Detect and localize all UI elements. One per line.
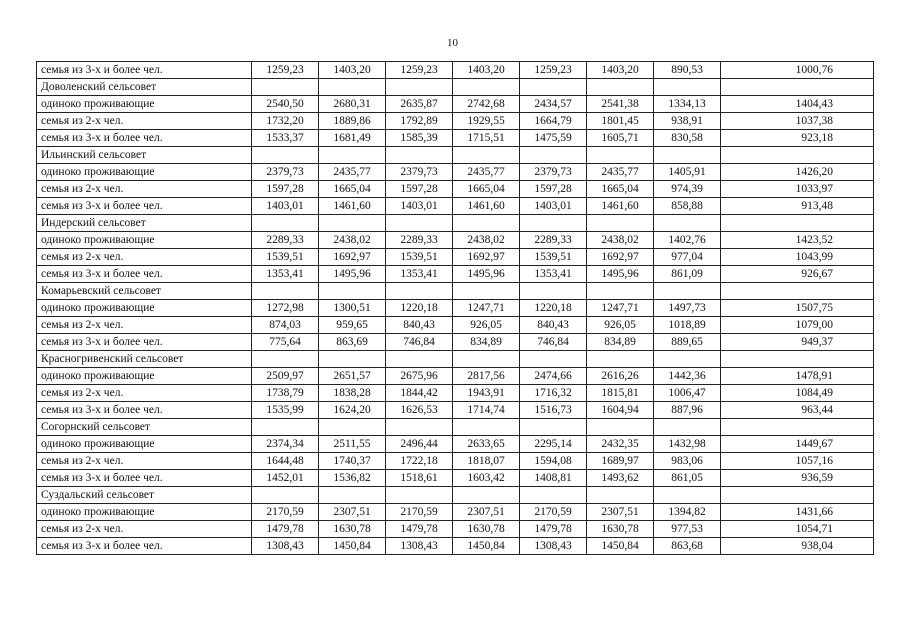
value-cell: 2541,38 bbox=[587, 96, 654, 113]
value-cell: 1353,41 bbox=[520, 266, 587, 283]
value-cell: 2307,51 bbox=[453, 504, 520, 521]
value-cell: 1692,97 bbox=[453, 249, 520, 266]
value-cell: 2474,66 bbox=[520, 368, 587, 385]
table-row bbox=[37, 317, 874, 334]
row-label: одиноко проживающие bbox=[37, 368, 252, 385]
value-cell: 1844,42 bbox=[386, 385, 453, 402]
value-cell: 887,96 bbox=[654, 402, 721, 419]
row-label: семья из 3-х и более чел. bbox=[37, 402, 252, 419]
value-cell bbox=[252, 147, 319, 164]
value-cell: 1450,84 bbox=[453, 538, 520, 555]
value-cell: 1450,84 bbox=[319, 538, 386, 555]
value-cell bbox=[520, 79, 587, 96]
value-cell bbox=[386, 215, 453, 232]
value-cell: 1493,62 bbox=[587, 470, 654, 487]
value-cell: 2379,73 bbox=[520, 164, 587, 181]
value-cell: 2170,59 bbox=[520, 504, 587, 521]
value-cell bbox=[721, 215, 874, 232]
table-row bbox=[37, 164, 874, 181]
value-cell: 1889,86 bbox=[319, 113, 386, 130]
page-number: 10 bbox=[447, 37, 458, 49]
value-cell: 1604,94 bbox=[587, 402, 654, 419]
value-cell: 1801,45 bbox=[587, 113, 654, 130]
value-cell bbox=[319, 79, 386, 96]
value-cell: 1431,66 bbox=[721, 504, 874, 521]
table-row bbox=[37, 198, 874, 215]
row-label: семья из 2-х чел. bbox=[37, 521, 252, 538]
value-cell: 1259,23 bbox=[386, 62, 453, 79]
table-row bbox=[37, 232, 874, 249]
value-cell: 840,43 bbox=[386, 317, 453, 334]
table-row bbox=[37, 62, 874, 79]
row-label: одиноко проживающие bbox=[37, 232, 252, 249]
section-title: Индерский сельсовет bbox=[37, 215, 252, 232]
table-row bbox=[37, 334, 874, 351]
value-cell: 926,67 bbox=[721, 266, 874, 283]
value-cell: 913,48 bbox=[721, 198, 874, 215]
value-cell: 959,65 bbox=[319, 317, 386, 334]
value-cell bbox=[520, 147, 587, 164]
value-cell bbox=[587, 79, 654, 96]
value-cell: 889,65 bbox=[654, 334, 721, 351]
value-cell: 1054,71 bbox=[721, 521, 874, 538]
section-title: Согорнский сельсовет bbox=[37, 419, 252, 436]
value-cell bbox=[520, 487, 587, 504]
table-row bbox=[37, 521, 874, 538]
table-body bbox=[37, 62, 874, 555]
value-cell bbox=[520, 215, 587, 232]
section-title: Доволенский сельсовет bbox=[37, 79, 252, 96]
value-cell: 775,64 bbox=[252, 334, 319, 351]
value-cell bbox=[654, 215, 721, 232]
value-cell: 1479,78 bbox=[386, 521, 453, 538]
tariff-table bbox=[36, 61, 874, 555]
value-cell: 1450,84 bbox=[587, 538, 654, 555]
value-cell: 2170,59 bbox=[252, 504, 319, 521]
value-cell: 2817,56 bbox=[453, 368, 520, 385]
value-cell: 2374,34 bbox=[252, 436, 319, 453]
value-cell bbox=[386, 147, 453, 164]
value-cell: 1597,28 bbox=[520, 181, 587, 198]
value-cell: 1308,43 bbox=[386, 538, 453, 555]
section-title: Ильинский сельсовет bbox=[37, 147, 252, 164]
row-label: семья из 3-х и более чел. bbox=[37, 130, 252, 147]
section-title: Комарьевский сельсовет bbox=[37, 283, 252, 300]
value-cell: 2438,02 bbox=[587, 232, 654, 249]
value-cell: 1715,51 bbox=[453, 130, 520, 147]
row-label: семья из 3-х и более чел. bbox=[37, 334, 252, 351]
value-cell bbox=[654, 419, 721, 436]
value-cell: 1630,78 bbox=[453, 521, 520, 538]
value-cell: 861,05 bbox=[654, 470, 721, 487]
value-cell: 834,89 bbox=[587, 334, 654, 351]
value-cell: 1630,78 bbox=[319, 521, 386, 538]
value-cell: 949,37 bbox=[721, 334, 874, 351]
value-cell: 2379,73 bbox=[252, 164, 319, 181]
value-cell: 1018,89 bbox=[654, 317, 721, 334]
row-label: семья из 3-х и более чел. bbox=[37, 470, 252, 487]
row-label: одиноко проживающие bbox=[37, 96, 252, 113]
value-cell: 2616,26 bbox=[587, 368, 654, 385]
value-cell bbox=[319, 487, 386, 504]
value-cell bbox=[721, 419, 874, 436]
value-cell: 1402,76 bbox=[654, 232, 721, 249]
value-cell: 890,53 bbox=[654, 62, 721, 79]
value-cell: 1585,39 bbox=[386, 130, 453, 147]
value-cell bbox=[386, 487, 453, 504]
value-cell: 1497,73 bbox=[654, 300, 721, 317]
value-cell: 746,84 bbox=[520, 334, 587, 351]
value-cell: 1403,20 bbox=[453, 62, 520, 79]
value-cell: 746,84 bbox=[386, 334, 453, 351]
value-cell: 1442,36 bbox=[654, 368, 721, 385]
value-cell bbox=[453, 79, 520, 96]
value-cell: 1539,51 bbox=[520, 249, 587, 266]
value-cell: 1452,01 bbox=[252, 470, 319, 487]
value-cell bbox=[453, 215, 520, 232]
value-cell: 1539,51 bbox=[252, 249, 319, 266]
value-cell: 1714,74 bbox=[453, 402, 520, 419]
value-cell: 1732,20 bbox=[252, 113, 319, 130]
value-cell bbox=[721, 283, 874, 300]
value-cell: 858,88 bbox=[654, 198, 721, 215]
value-cell: 1057,16 bbox=[721, 453, 874, 470]
value-cell: 1518,61 bbox=[386, 470, 453, 487]
table-row bbox=[37, 436, 874, 453]
value-cell: 1815,81 bbox=[587, 385, 654, 402]
section-title: Суздальский сельсовет bbox=[37, 487, 252, 504]
value-cell: 1626,53 bbox=[386, 402, 453, 419]
table-row bbox=[37, 504, 874, 521]
value-cell bbox=[587, 147, 654, 164]
value-cell: 1353,41 bbox=[386, 266, 453, 283]
value-cell: 1084,49 bbox=[721, 385, 874, 402]
value-cell: 2742,68 bbox=[453, 96, 520, 113]
value-cell: 983,06 bbox=[654, 453, 721, 470]
value-cell: 1644,48 bbox=[252, 453, 319, 470]
row-label: семья из 2-х чел. bbox=[37, 385, 252, 402]
value-cell bbox=[587, 487, 654, 504]
value-cell: 1630,78 bbox=[587, 521, 654, 538]
value-cell: 834,89 bbox=[453, 334, 520, 351]
value-cell: 2289,33 bbox=[252, 232, 319, 249]
value-cell: 2434,57 bbox=[520, 96, 587, 113]
value-cell bbox=[654, 283, 721, 300]
section-header-row bbox=[37, 147, 874, 164]
value-cell: 1689,97 bbox=[587, 453, 654, 470]
value-cell bbox=[520, 283, 587, 300]
value-cell: 1692,97 bbox=[587, 249, 654, 266]
value-cell: 936,59 bbox=[721, 470, 874, 487]
table-row bbox=[37, 300, 874, 317]
value-cell: 1461,60 bbox=[453, 198, 520, 215]
value-cell: 1740,37 bbox=[319, 453, 386, 470]
value-cell: 863,68 bbox=[654, 538, 721, 555]
value-cell: 1403,01 bbox=[520, 198, 587, 215]
value-cell: 2438,02 bbox=[453, 232, 520, 249]
value-cell bbox=[252, 283, 319, 300]
value-cell bbox=[587, 419, 654, 436]
value-cell: 2496,44 bbox=[386, 436, 453, 453]
value-cell bbox=[453, 487, 520, 504]
value-cell: 1665,04 bbox=[587, 181, 654, 198]
value-cell bbox=[654, 79, 721, 96]
value-cell bbox=[319, 351, 386, 368]
value-cell: 1929,55 bbox=[453, 113, 520, 130]
value-cell: 2295,14 bbox=[520, 436, 587, 453]
value-cell: 1943,91 bbox=[453, 385, 520, 402]
value-cell bbox=[520, 419, 587, 436]
value-cell: 1716,32 bbox=[520, 385, 587, 402]
section-header-row bbox=[37, 215, 874, 232]
table-row bbox=[37, 385, 874, 402]
value-cell bbox=[453, 147, 520, 164]
value-cell: 1247,71 bbox=[453, 300, 520, 317]
value-cell bbox=[654, 147, 721, 164]
value-cell: 1535,99 bbox=[252, 402, 319, 419]
value-cell: 1665,04 bbox=[453, 181, 520, 198]
value-cell bbox=[587, 215, 654, 232]
value-cell bbox=[587, 351, 654, 368]
table-row bbox=[37, 130, 874, 147]
value-cell: 1665,04 bbox=[319, 181, 386, 198]
value-cell bbox=[252, 351, 319, 368]
value-cell: 1403,01 bbox=[252, 198, 319, 215]
section-header-row bbox=[37, 79, 874, 96]
value-cell: 1838,28 bbox=[319, 385, 386, 402]
value-cell: 1692,97 bbox=[319, 249, 386, 266]
value-cell: 2435,77 bbox=[453, 164, 520, 181]
table-row bbox=[37, 266, 874, 283]
table-row bbox=[37, 453, 874, 470]
section-header-row bbox=[37, 283, 874, 300]
value-cell: 974,39 bbox=[654, 181, 721, 198]
value-cell: 938,91 bbox=[654, 113, 721, 130]
value-cell: 874,03 bbox=[252, 317, 319, 334]
value-cell: 830,58 bbox=[654, 130, 721, 147]
value-cell: 1404,43 bbox=[721, 96, 874, 113]
value-cell bbox=[252, 215, 319, 232]
value-cell: 2435,77 bbox=[587, 164, 654, 181]
row-label: семья из 2-х чел. bbox=[37, 249, 252, 266]
value-cell: 1495,96 bbox=[319, 266, 386, 283]
value-cell: 2289,33 bbox=[520, 232, 587, 249]
table-row bbox=[37, 368, 874, 385]
value-cell bbox=[252, 419, 319, 436]
value-cell: 1603,42 bbox=[453, 470, 520, 487]
value-cell: 1597,28 bbox=[386, 181, 453, 198]
value-cell: 2635,87 bbox=[386, 96, 453, 113]
value-cell: 977,04 bbox=[654, 249, 721, 266]
value-cell: 2307,51 bbox=[587, 504, 654, 521]
value-cell: 1033,97 bbox=[721, 181, 874, 198]
value-cell bbox=[587, 283, 654, 300]
table-row bbox=[37, 249, 874, 266]
value-cell: 1272,98 bbox=[252, 300, 319, 317]
row-label: семья из 3-х и более чел. bbox=[37, 198, 252, 215]
value-cell bbox=[319, 283, 386, 300]
value-cell: 1403,01 bbox=[386, 198, 453, 215]
value-cell bbox=[453, 351, 520, 368]
value-cell: 1334,13 bbox=[654, 96, 721, 113]
value-cell: 977,53 bbox=[654, 521, 721, 538]
value-cell: 1006,47 bbox=[654, 385, 721, 402]
value-cell bbox=[386, 351, 453, 368]
value-cell: 861,09 bbox=[654, 266, 721, 283]
value-cell: 2289,33 bbox=[386, 232, 453, 249]
value-cell: 863,69 bbox=[319, 334, 386, 351]
row-label: семья из 2-х чел. bbox=[37, 113, 252, 130]
value-cell: 2307,51 bbox=[319, 504, 386, 521]
row-label: семья из 2-х чел. bbox=[37, 317, 252, 334]
value-cell bbox=[252, 487, 319, 504]
value-cell: 1403,20 bbox=[587, 62, 654, 79]
value-cell bbox=[319, 215, 386, 232]
value-cell bbox=[252, 79, 319, 96]
value-cell: 1536,82 bbox=[319, 470, 386, 487]
value-cell: 1792,89 bbox=[386, 113, 453, 130]
value-cell bbox=[721, 147, 874, 164]
value-cell: 1516,73 bbox=[520, 402, 587, 419]
value-cell: 1624,20 bbox=[319, 402, 386, 419]
value-cell: 1478,91 bbox=[721, 368, 874, 385]
table-row bbox=[37, 113, 874, 130]
value-cell: 1394,82 bbox=[654, 504, 721, 521]
value-cell: 1247,71 bbox=[587, 300, 654, 317]
value-cell: 1432,98 bbox=[654, 436, 721, 453]
value-cell: 1475,59 bbox=[520, 130, 587, 147]
table-row bbox=[37, 470, 874, 487]
value-cell: 1461,60 bbox=[319, 198, 386, 215]
value-cell bbox=[520, 351, 587, 368]
value-cell: 1423,52 bbox=[721, 232, 874, 249]
section-header-row bbox=[37, 419, 874, 436]
table-row bbox=[37, 96, 874, 113]
value-cell: 1681,49 bbox=[319, 130, 386, 147]
value-cell: 1533,37 bbox=[252, 130, 319, 147]
value-cell: 1539,51 bbox=[386, 249, 453, 266]
value-cell: 1495,96 bbox=[453, 266, 520, 283]
value-cell: 1043,99 bbox=[721, 249, 874, 266]
section-header-row bbox=[37, 351, 874, 368]
value-cell bbox=[721, 487, 874, 504]
value-cell bbox=[386, 419, 453, 436]
table-row bbox=[37, 181, 874, 198]
value-cell: 2170,59 bbox=[386, 504, 453, 521]
value-cell bbox=[654, 487, 721, 504]
value-cell: 1308,43 bbox=[520, 538, 587, 555]
row-label: семья из 2-х чел. bbox=[37, 453, 252, 470]
value-cell: 1079,00 bbox=[721, 317, 874, 334]
value-cell: 2438,02 bbox=[319, 232, 386, 249]
value-cell bbox=[453, 283, 520, 300]
row-label: одиноко проживающие bbox=[37, 300, 252, 317]
value-cell bbox=[654, 351, 721, 368]
value-cell: 2511,55 bbox=[319, 436, 386, 453]
value-cell: 2435,77 bbox=[319, 164, 386, 181]
value-cell: 2540,50 bbox=[252, 96, 319, 113]
value-cell: 1594,08 bbox=[520, 453, 587, 470]
value-cell: 2675,96 bbox=[386, 368, 453, 385]
section-header-row bbox=[37, 487, 874, 504]
value-cell: 1495,96 bbox=[587, 266, 654, 283]
value-cell: 1449,67 bbox=[721, 436, 874, 453]
row-label: семья из 3-х и более чел. bbox=[37, 538, 252, 555]
value-cell: 1037,38 bbox=[721, 113, 874, 130]
value-cell bbox=[386, 79, 453, 96]
value-cell: 2432,35 bbox=[587, 436, 654, 453]
value-cell: 1300,51 bbox=[319, 300, 386, 317]
value-cell: 1664,79 bbox=[520, 113, 587, 130]
value-cell: 1403,20 bbox=[319, 62, 386, 79]
value-cell: 1000,76 bbox=[721, 62, 874, 79]
value-cell bbox=[721, 351, 874, 368]
value-cell: 1259,23 bbox=[520, 62, 587, 79]
section-title: Красногривенский сельсовет bbox=[37, 351, 252, 368]
value-cell: 938,04 bbox=[721, 538, 874, 555]
value-cell: 1308,43 bbox=[252, 538, 319, 555]
table-row bbox=[37, 402, 874, 419]
row-label: семья из 2-х чел. bbox=[37, 181, 252, 198]
value-cell bbox=[319, 419, 386, 436]
value-cell: 1597,28 bbox=[252, 181, 319, 198]
value-cell: 1220,18 bbox=[520, 300, 587, 317]
value-cell: 840,43 bbox=[520, 317, 587, 334]
value-cell: 1426,20 bbox=[721, 164, 874, 181]
row-label: одиноко проживающие bbox=[37, 436, 252, 453]
row-label: семья из 3-х и более чел. bbox=[37, 266, 252, 283]
value-cell bbox=[386, 283, 453, 300]
value-cell: 2651,57 bbox=[319, 368, 386, 385]
value-cell: 1353,41 bbox=[252, 266, 319, 283]
value-cell: 1259,23 bbox=[252, 62, 319, 79]
value-cell bbox=[453, 419, 520, 436]
value-cell: 1479,78 bbox=[520, 521, 587, 538]
value-cell: 923,18 bbox=[721, 130, 874, 147]
row-label: семья из 3-х и более чел. bbox=[37, 62, 252, 79]
value-cell: 1479,78 bbox=[252, 521, 319, 538]
value-cell: 1461,60 bbox=[587, 198, 654, 215]
value-cell: 1818,07 bbox=[453, 453, 520, 470]
value-cell: 1738,79 bbox=[252, 385, 319, 402]
value-cell: 2633,65 bbox=[453, 436, 520, 453]
value-cell bbox=[721, 79, 874, 96]
value-cell: 963,44 bbox=[721, 402, 874, 419]
row-label: одиноко проживающие bbox=[37, 504, 252, 521]
value-cell: 1405,91 bbox=[654, 164, 721, 181]
table-row bbox=[37, 538, 874, 555]
value-cell: 926,05 bbox=[453, 317, 520, 334]
value-cell: 1722,18 bbox=[386, 453, 453, 470]
row-label: одиноко проживающие bbox=[37, 164, 252, 181]
value-cell: 926,05 bbox=[587, 317, 654, 334]
value-cell: 2379,73 bbox=[386, 164, 453, 181]
value-cell: 2509,97 bbox=[252, 368, 319, 385]
value-cell: 1408,81 bbox=[520, 470, 587, 487]
value-cell: 1605,71 bbox=[587, 130, 654, 147]
value-cell bbox=[319, 147, 386, 164]
value-cell: 1220,18 bbox=[386, 300, 453, 317]
value-cell: 1507,75 bbox=[721, 300, 874, 317]
value-cell: 2680,31 bbox=[319, 96, 386, 113]
